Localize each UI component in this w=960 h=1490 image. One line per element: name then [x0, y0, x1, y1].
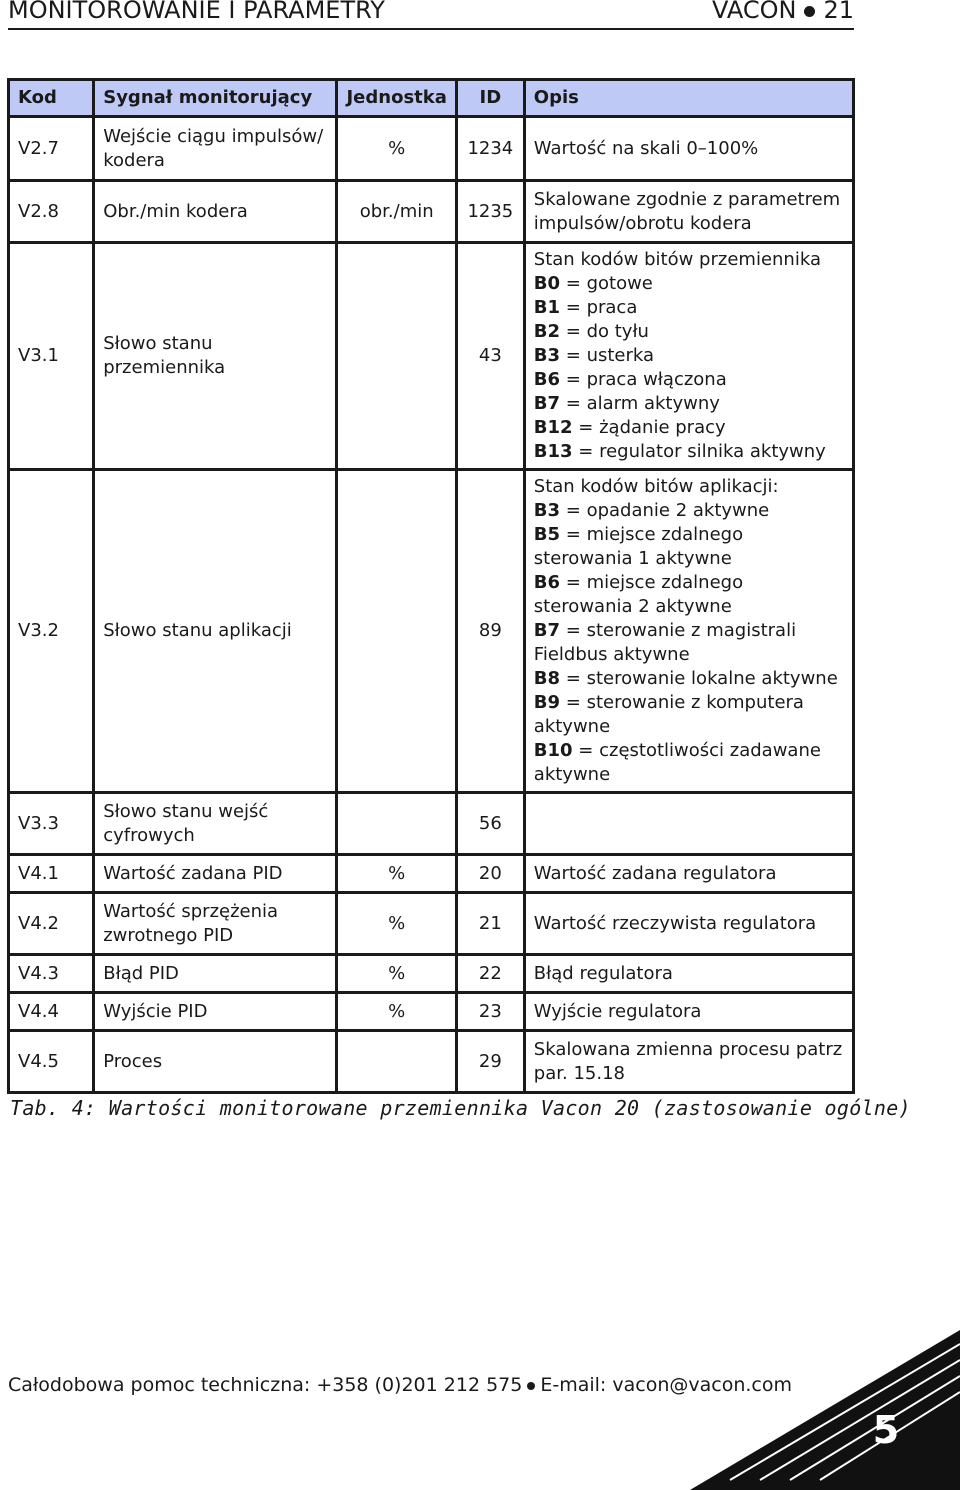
cell-unit: [337, 1031, 456, 1093]
cell-desc: [524, 470, 853, 793]
col-header-kod: Kod: [9, 80, 94, 117]
table-row: [9, 793, 854, 855]
bit-text: = praca włączona: [560, 369, 727, 390]
col-header-unit: Jednostka: [337, 80, 456, 117]
cell-id: 29: [456, 1031, 524, 1093]
bit-line: [534, 416, 844, 440]
bit-text: = żądanie pracy: [572, 417, 726, 438]
bit-line: [534, 392, 844, 416]
cell-signal: Wyjście PID: [94, 993, 337, 1031]
table-row: [9, 993, 854, 1031]
cell-unit: [337, 793, 456, 855]
bit-text: = miejsce zdalnego sterowania 2 aktywne: [533, 572, 744, 617]
table-row: [9, 117, 854, 181]
table-row: [9, 181, 854, 243]
bit-line: [534, 320, 844, 344]
table-row: [9, 893, 854, 955]
cell-kod: V2.8: [9, 181, 94, 243]
bit-code: B12: [533, 417, 573, 438]
cell-unit: [337, 243, 456, 470]
cell-kod: V4.2: [9, 893, 94, 955]
header-page-number: 21: [823, 0, 854, 24]
cell-signal: Wartość zadana PID: [94, 855, 337, 893]
corner-decoration-icon: [690, 1330, 960, 1490]
cell-desc: Skalowana zmienna procesu patrz par. 15.18: [524, 1031, 853, 1093]
bit-text: = sterowanie lokalne aktywne: [560, 668, 838, 689]
bit-line: [534, 667, 844, 691]
cell-signal: Słowo stanu aplikacji: [94, 470, 337, 793]
monitoring-table: [7, 78, 855, 1094]
bit-line: [534, 739, 844, 787]
bit-code: B6: [533, 572, 561, 593]
cell-desc: [524, 243, 853, 470]
cell-id: 1234: [456, 117, 524, 181]
bit-text: = do tyłu: [560, 321, 649, 342]
bit-text: = praca: [560, 297, 638, 318]
table-row: [9, 955, 854, 993]
cell-signal: Wartość sprzężenia zwrotnego PID: [94, 893, 337, 955]
cell-desc: Wartość zadana regulatora: [524, 855, 853, 893]
cell-signal: Proces: [94, 1031, 337, 1093]
bit-code: B10: [533, 740, 573, 761]
table-row: [9, 243, 854, 470]
bit-code: B3: [533, 500, 561, 521]
cell-id: 22: [456, 955, 524, 993]
bit-text: = sterowanie z magistrali Fieldbus aktywne: [533, 620, 797, 665]
header-title: MONITOROWANIE I PARAMETRY: [8, 0, 385, 24]
cell-unit: %: [337, 993, 456, 1031]
bit-text: = sterowanie z komputera aktywne: [533, 692, 804, 737]
footer-support: Całodobowa pomoc techniczna: +358 (0)201 212 575: [8, 1374, 523, 1396]
bit-line: [534, 523, 844, 571]
cell-desc: [524, 793, 853, 855]
cell-kod: V3.3: [9, 793, 94, 855]
bit-line: [534, 272, 844, 296]
cell-kod: V3.1: [9, 243, 94, 470]
bit-text: = alarm aktywny: [560, 393, 720, 414]
bit-line: [534, 691, 844, 739]
bullet-icon: [804, 6, 815, 17]
cell-unit: obr./min: [337, 181, 456, 243]
desc-intro: Stan kodów bitów przemiennika: [533, 249, 821, 270]
table-row: [9, 855, 854, 893]
cell-unit: %: [337, 855, 456, 893]
bit-text: = usterka: [560, 345, 655, 366]
bit-code: B6: [533, 369, 561, 390]
cell-kod: V3.2: [9, 470, 94, 793]
bit-line: [534, 368, 844, 392]
cell-id: 1235: [456, 181, 524, 243]
cell-signal: Wejście ciągu impulsów/ kodera: [94, 117, 337, 181]
cell-signal: Słowo stanu przemiennika: [94, 243, 337, 470]
bit-code: B7: [533, 620, 561, 641]
col-header-desc: Opis: [524, 80, 853, 117]
cell-unit: [337, 470, 456, 793]
bit-code: B8: [533, 668, 561, 689]
bit-text: = gotowe: [560, 273, 653, 294]
cell-kod: V4.4: [9, 993, 94, 1031]
cell-kod: V4.5: [9, 1031, 94, 1093]
table-row: [9, 470, 854, 793]
bit-code: B1: [533, 297, 561, 318]
cell-unit: %: [337, 893, 456, 955]
bit-text: = opadanie 2 aktywne: [560, 500, 770, 521]
col-header-id: ID: [456, 80, 524, 117]
table-row: [9, 1031, 854, 1093]
header-brand: VACON: [711, 0, 797, 24]
cell-signal: Błąd PID: [94, 955, 337, 993]
bit-line: [534, 571, 844, 619]
cell-desc: Wartość na skali 0–100%: [524, 117, 853, 181]
table-caption: Tab. 4: Wartości monitorowane przemiennika Vacon 20 (zastosowanie ogólne): [10, 1096, 911, 1120]
bit-code: B7: [533, 393, 561, 414]
bit-code: B5: [533, 524, 561, 545]
bit-line: [534, 440, 844, 464]
footer-email: E-mail: vacon@vacon.com: [540, 1374, 792, 1396]
cell-desc: Skalowane zgodnie z parametrem impulsów/obrotu kodera: [524, 181, 853, 243]
cell-id: 89: [456, 470, 524, 793]
cell-id: 20: [456, 855, 524, 893]
bit-code: B0: [533, 273, 561, 294]
bit-line: [534, 344, 844, 368]
bit-text: = regulator silnika aktywny: [572, 441, 826, 462]
cell-signal: Obr./min kodera: [94, 181, 337, 243]
cell-id: 56: [456, 793, 524, 855]
bit-line: [534, 619, 844, 667]
cell-desc: Wartość rzeczywista regulatora: [524, 893, 853, 955]
cell-unit: %: [337, 117, 456, 181]
bit-code: B9: [533, 692, 561, 713]
bit-code: B3: [533, 345, 561, 366]
col-header-signal: Sygnał monitorujący: [94, 80, 337, 117]
cell-desc: Błąd regulatora: [524, 955, 853, 993]
bit-code: B13: [533, 441, 573, 462]
table-header-row: [9, 80, 854, 117]
page-header: [8, 0, 854, 30]
cell-id: 43: [456, 243, 524, 470]
header-brand-page: [712, 0, 854, 26]
bit-text: = miejsce zdalnego sterowania 1 aktywne: [533, 524, 744, 569]
cell-id: 23: [456, 993, 524, 1031]
bit-code: B2: [533, 321, 561, 342]
cell-unit: %: [337, 955, 456, 993]
bit-line: [534, 499, 844, 523]
desc-intro: Stan kodów bitów aplikacji:: [533, 476, 779, 497]
cell-signal: Słowo stanu wejść cyfrowych: [94, 793, 337, 855]
bit-line: [534, 296, 844, 320]
cell-id: 21: [456, 893, 524, 955]
bit-text: = częstotliwości zadawane aktywne: [533, 740, 821, 785]
page-number: 5: [872, 1408, 900, 1452]
bullet-icon: [527, 1382, 535, 1390]
cell-kod: V2.7: [9, 117, 94, 181]
cell-desc: Wyjście regulatora: [524, 993, 853, 1031]
cell-kod: V4.1: [9, 855, 94, 893]
cell-kod: V4.3: [9, 955, 94, 993]
page-footer: [8, 1374, 792, 1396]
